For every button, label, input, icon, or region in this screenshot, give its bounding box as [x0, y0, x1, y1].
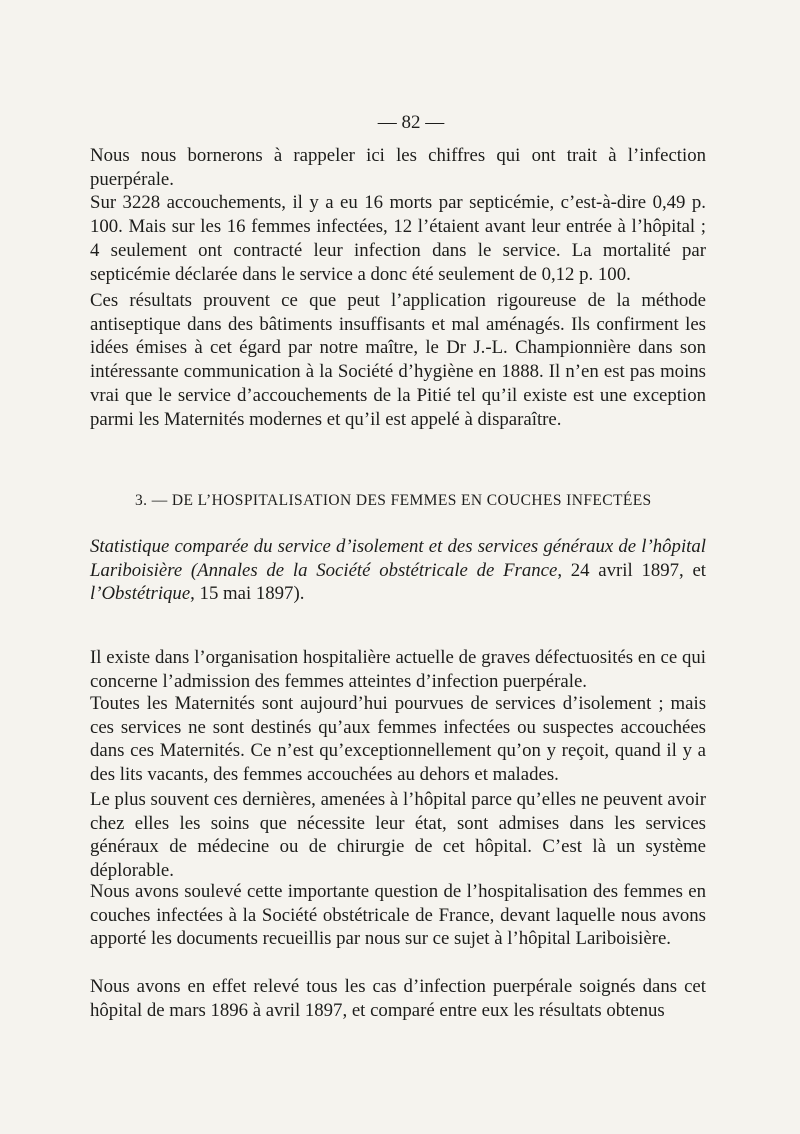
paragraph-block-6 [90, 788, 706, 883]
subtitle-part-4: l’Obstétrique [90, 583, 191, 604]
subtitle-part-5: , 15 mai 1897). [190, 583, 305, 604]
paragraph-block-4 [90, 646, 706, 693]
paragraph-block-5 [90, 692, 706, 787]
paragraph-intro [90, 144, 706, 286]
paragraph-2: Sur 3228 accouchements, il y a eu 16 morts par septicémie, c’est-à-dire 0,49 p. 100. Mais sur les 16 femmes infectées, 12 l’étaient avant leur entrée à l’hôpital ; 4 seulement ont contracté leur infection dans le service. La mortalité par septicémie déclarée dans le service a donc été seulement de 0,12 p. 100. [90, 192, 706, 285]
subtitle-part-3: , 24 avril 1897, et [557, 559, 706, 581]
section-subtitle [90, 535, 706, 606]
subtitle-part-1: Statistique comparée du service d’isolement et des services généraux de l’hôpital Lariboisière ( [90, 536, 706, 581]
paragraph-4: Il existe dans l’organisation hospitalière actuelle de graves défectuosités en ce qui concerne l’admission des femmes atteintes d’infection puerpérale. [90, 647, 706, 692]
paragraph-3: Ces résultats prouvent ce que peut l’application rigoureuse de la méthode antiseptique dans des bâtiments insuffisants et mal aménagés. Ils confirment les idées émises à cet égard par notre maître, le Dr J.-L. Championnière dans son intéressante communication à la Société d’hygiène en 1888. Il n’en est pas moins vrai que le service d’accouchements de la Pitié tel qu’il existe est une exception parmi les Maternités modernes et qu’il est appelé à disparaître. [90, 290, 706, 430]
paragraph-5: Toutes les Maternités sont aujourd’hui pourvues de services d’isolement ; mais ces services ne sont destinés qu’aux femmes infectées ou suspectes accouchées dans ces Maternités. Ce n’est qu’exceptionnellement qu’on y reçoit, quand il y a des lits vacants, des femmes accouchées au dehors et malades. [90, 693, 706, 786]
paragraph-block-7 [90, 880, 706, 951]
section-heading: 3. — DE L’HOSPITALISATION DES FEMMES EN COUCHES INFECTÉES [135, 492, 652, 509]
paragraph-block-8 [90, 975, 706, 1022]
paragraph-1: Nous nous bornerons à rappeler ici les chiffres qui ont trait à l’infection puerpérale. [90, 145, 706, 190]
paragraph-results [90, 289, 706, 431]
paragraph-8: Nous avons en effet relevé tous les cas d’infection puerpérale soignés dans cet hôpital de mars 1896 à avril 1897, et comparé entre eux les résultats obtenus [90, 976, 706, 1021]
paragraph-6: Le plus souvent ces dernières, amenées à l’hôpital parce qu’elles ne peuvent avoir chez elles les soins que nécessite leur état, sont admises dans les services généraux de médecine ou de chirurgie de cet hôpital. C’est là un système déplorable. [90, 789, 706, 882]
page-number: — 82 — [377, 112, 445, 133]
subtitle-part-2: Annales de la Société obstétricale de France [197, 559, 558, 581]
paragraph-7: Nous avons soulevé cette importante question de l’hospitalisation des femmes en couches infectées à la Société obstétricale de France, devant laquelle nous avons apporté les documents recueillis par nous sur ce sujet à l’hôpital Lariboisière. [90, 881, 706, 950]
